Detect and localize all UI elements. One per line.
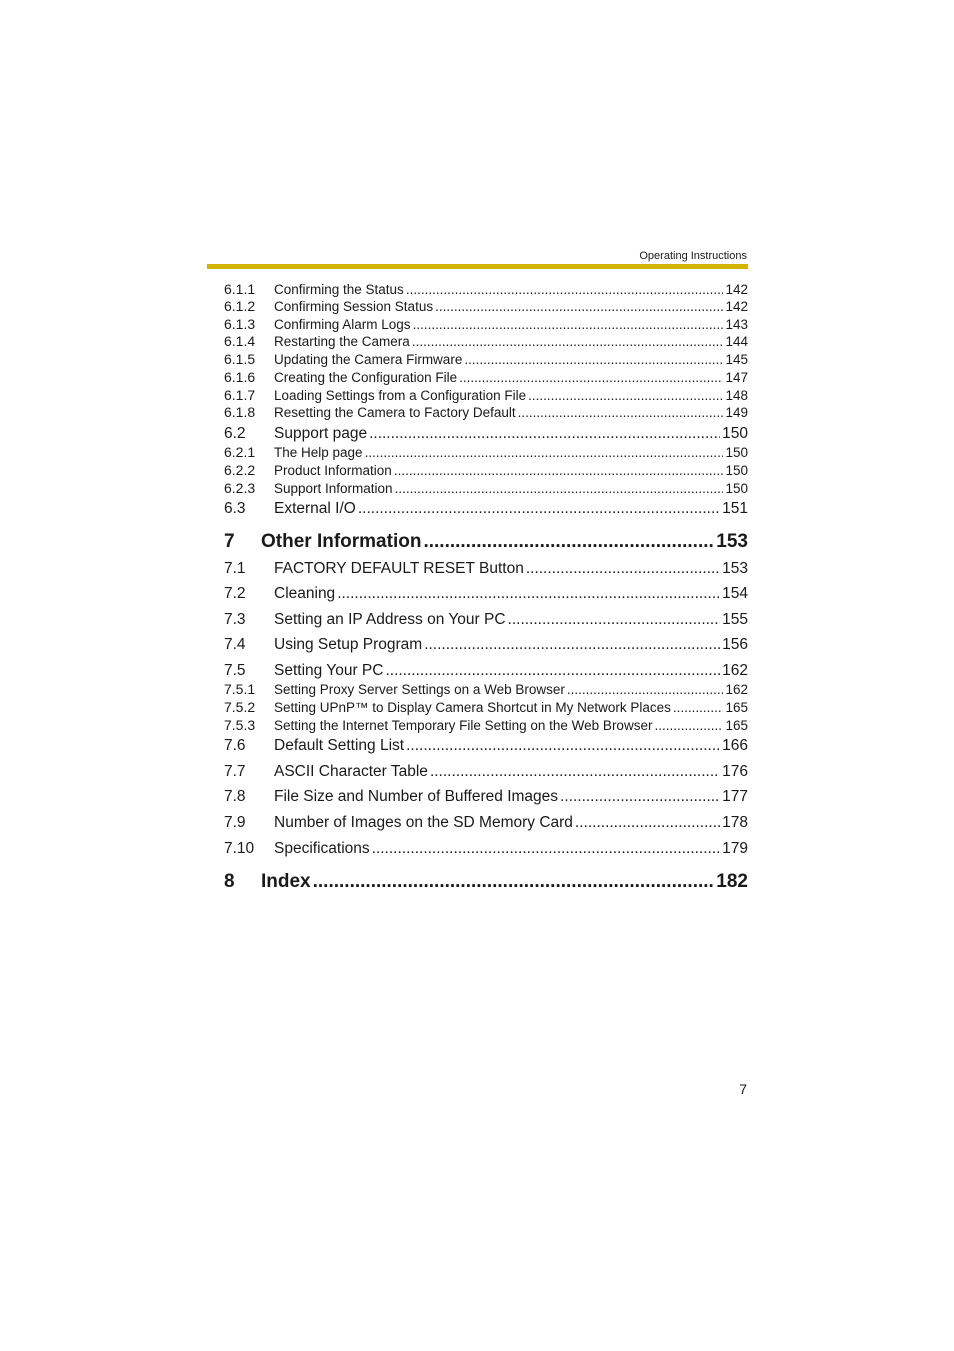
toc-entry[interactable] bbox=[224, 530, 748, 554]
toc-entry-page: 154 bbox=[722, 585, 748, 602]
toc-entry[interactable] bbox=[224, 610, 748, 629]
toc-entry[interactable] bbox=[224, 316, 748, 333]
toc-entry-title: Restarting the Camera bbox=[274, 334, 410, 349]
toc-entry-page: 151 bbox=[722, 500, 748, 517]
toc-entry[interactable] bbox=[224, 870, 748, 894]
toc-entry-title: Confirming Alarm Logs bbox=[274, 317, 411, 332]
toc-entry-title: Confirming the Status bbox=[274, 282, 404, 297]
toc-entry-title: Support Information bbox=[274, 481, 393, 496]
toc-entry[interactable] bbox=[224, 404, 748, 421]
toc-entry-number: 7.5 bbox=[224, 662, 246, 679]
toc-entry-number: 6.1.8 bbox=[224, 404, 256, 420]
toc-entry-title: Creating the Configuration File bbox=[274, 370, 458, 385]
toc-entry[interactable] bbox=[224, 298, 748, 315]
toc-entry-page: 149 bbox=[725, 405, 748, 420]
toc-leader-dots bbox=[528, 388, 723, 404]
toc-entry-number: 7.5.3 bbox=[224, 717, 256, 733]
toc-entry[interactable] bbox=[224, 839, 748, 858]
toc-entry-title: Number of Images on the SD Memory Card bbox=[274, 814, 573, 831]
toc-entry-page: 182 bbox=[716, 871, 748, 892]
toc-entry[interactable] bbox=[224, 681, 748, 698]
toc-entry-page: 177 bbox=[722, 788, 748, 805]
toc-entry-number: 6.1.7 bbox=[224, 387, 256, 403]
toc-entry-number: 7.2 bbox=[224, 585, 246, 602]
toc-entry-page: 150 bbox=[722, 425, 748, 442]
toc-leader-dots bbox=[394, 463, 724, 479]
toc-entry-number: 6.2.1 bbox=[224, 444, 256, 460]
toc-entry[interactable] bbox=[224, 444, 748, 461]
toc-entry-title: Product Information bbox=[274, 463, 392, 478]
toc-entry-page: 143 bbox=[725, 317, 748, 332]
toc-entry-page: 150 bbox=[725, 481, 748, 496]
toc-entry-page: 142 bbox=[725, 282, 748, 297]
toc-entry-title: Setting Your PC bbox=[274, 662, 384, 679]
toc-leader-dots bbox=[406, 282, 724, 298]
toc-entry-title: ASCII Character Table bbox=[274, 763, 428, 780]
toc-entry-page: 165 bbox=[725, 718, 748, 733]
toc-entry[interactable] bbox=[224, 661, 748, 680]
toc-entry-title: Resetting the Camera to Factory Default bbox=[274, 405, 516, 420]
toc-entry-number: 7 bbox=[224, 531, 235, 552]
toc-entry-page: 155 bbox=[722, 611, 748, 628]
toc-entry-number: 7.7 bbox=[224, 763, 246, 780]
toc-leader-dots bbox=[459, 370, 723, 386]
toc-leader-dots bbox=[406, 736, 720, 755]
toc-leader-dots bbox=[365, 445, 724, 461]
toc-entry-title: Loading Settings from a Configuration File bbox=[274, 388, 527, 403]
toc-entry-number: 6.1.4 bbox=[224, 333, 256, 349]
toc-leader-dots bbox=[372, 839, 720, 858]
toc-entry-title: File Size and Number of Buffered Images bbox=[274, 788, 559, 805]
toc-entry[interactable] bbox=[224, 559, 748, 578]
toc-leader-dots bbox=[413, 317, 724, 333]
toc-entry-number: 6.2.3 bbox=[224, 480, 256, 496]
toc-entry-page: 179 bbox=[722, 840, 748, 857]
toc-entry[interactable] bbox=[224, 813, 748, 832]
toc-entry-number: 6.2 bbox=[224, 425, 246, 442]
toc-entry-title: External I/O bbox=[274, 500, 356, 517]
toc-entry-title: Other Information bbox=[261, 531, 422, 552]
toc-entry[interactable] bbox=[224, 635, 748, 654]
toc-entry-number: 6.1.6 bbox=[224, 369, 256, 385]
toc-entry[interactable] bbox=[224, 787, 748, 806]
toc-entry-title: Using Setup Program bbox=[274, 636, 423, 653]
toc-entry-number: 7.9 bbox=[224, 814, 246, 831]
toc-entry[interactable] bbox=[224, 717, 748, 734]
toc-entry[interactable] bbox=[224, 499, 748, 518]
toc-entry-title: Updating the Camera Firmware bbox=[274, 352, 463, 367]
toc-entry-page: 176 bbox=[722, 763, 748, 780]
toc-leader-dots bbox=[337, 584, 720, 603]
toc-entry-page: 150 bbox=[725, 445, 748, 460]
toc-leader-dots bbox=[654, 718, 723, 734]
toc-leader-dots bbox=[423, 530, 714, 554]
toc-entry[interactable] bbox=[224, 699, 748, 716]
toc-leader-dots bbox=[313, 870, 715, 894]
toc-entry-page: 156 bbox=[722, 636, 748, 653]
toc-entry-page: 166 bbox=[722, 737, 748, 754]
toc-entry-page: 148 bbox=[725, 388, 748, 403]
toc-entry-page: 178 bbox=[722, 814, 748, 831]
toc-leader-dots bbox=[412, 334, 724, 350]
toc-entry-number: 6.3 bbox=[224, 500, 246, 517]
toc-entry-page: 142 bbox=[725, 299, 748, 314]
toc-entry-title: Support page bbox=[274, 425, 368, 442]
toc-entry-number: 7.6 bbox=[224, 737, 246, 754]
toc-leader-dots bbox=[424, 635, 720, 654]
toc-entry-page: 153 bbox=[722, 560, 748, 577]
toc-entry-title: Setting the Internet Temporary File Setting on the Web Browser bbox=[274, 718, 653, 733]
toc-entry[interactable] bbox=[224, 462, 748, 479]
toc-entry-title: Setting UPnP™ to Display Camera Shortcut in My Network Places bbox=[274, 700, 671, 715]
toc-leader-dots bbox=[575, 813, 720, 832]
toc-entry-title: FACTORY DEFAULT RESET Button bbox=[274, 560, 524, 577]
toc-entry-page: 144 bbox=[725, 334, 748, 349]
toc-leader-dots bbox=[464, 352, 723, 368]
toc-entry[interactable] bbox=[224, 351, 748, 368]
toc-entry[interactable] bbox=[224, 480, 748, 497]
toc-leader-dots bbox=[369, 424, 720, 443]
toc-leader-dots bbox=[358, 499, 720, 518]
toc-entry-page: 165 bbox=[725, 700, 748, 715]
toc-entry-title: The Help page bbox=[274, 445, 363, 460]
toc-entry[interactable] bbox=[224, 387, 748, 404]
toc-entry[interactable] bbox=[224, 424, 748, 443]
toc-entry-number: 6.2.2 bbox=[224, 462, 256, 478]
toc-entry-page: 145 bbox=[725, 352, 748, 367]
toc-entry-number: 6.1.2 bbox=[224, 298, 256, 314]
toc-entry-page: 147 bbox=[725, 370, 748, 385]
toc-leader-dots bbox=[430, 762, 720, 781]
toc-leader-dots bbox=[673, 700, 724, 716]
toc-leader-dots bbox=[567, 682, 724, 698]
toc-leader-dots bbox=[560, 787, 720, 806]
toc-entry-number: 7.3 bbox=[224, 611, 246, 628]
toc-entry[interactable] bbox=[224, 333, 748, 350]
toc-entry-page: 153 bbox=[716, 531, 748, 552]
toc-entry-number: 6.1.1 bbox=[224, 281, 256, 297]
toc-entry[interactable] bbox=[224, 369, 748, 386]
toc-entry-title: Confirming Session Status bbox=[274, 299, 434, 314]
toc-entry-title: Cleaning bbox=[274, 585, 336, 602]
toc-entry-number: 7.4 bbox=[224, 636, 246, 653]
toc-entry-number: 7.1 bbox=[224, 560, 246, 577]
toc-entry-title: Setting an IP Address on Your PC bbox=[274, 611, 506, 628]
toc-entry-page: 162 bbox=[722, 662, 748, 679]
header-rule bbox=[207, 264, 748, 269]
toc-entry-number: 6.1.5 bbox=[224, 351, 256, 367]
toc-leader-dots bbox=[385, 661, 720, 680]
toc-entry-title: Index bbox=[261, 871, 311, 892]
toc-entry-number: 7.8 bbox=[224, 788, 246, 805]
toc-entry-number: 8 bbox=[224, 871, 235, 892]
toc-entry[interactable] bbox=[224, 762, 748, 781]
toc-leader-dots bbox=[526, 559, 720, 578]
toc-entry-page: 162 bbox=[725, 682, 748, 697]
running-header: Operating Instructions bbox=[639, 250, 747, 262]
toc-entry-number: 6.1.3 bbox=[224, 316, 256, 332]
toc-entry[interactable] bbox=[224, 281, 748, 298]
toc-entry-page: 150 bbox=[725, 463, 748, 478]
toc-entry[interactable] bbox=[224, 736, 748, 755]
toc-leader-dots bbox=[518, 405, 724, 421]
page-number: 7 bbox=[739, 1081, 747, 1097]
toc-leader-dots bbox=[508, 610, 721, 629]
toc-entry-title: Specifications bbox=[274, 840, 370, 857]
toc-leader-dots bbox=[395, 481, 724, 497]
toc-entry-title: Default Setting List bbox=[274, 737, 405, 754]
toc-entry-number: 7.5.2 bbox=[224, 699, 256, 715]
toc-entry-title: Setting Proxy Server Settings on a Web Browser bbox=[274, 682, 565, 697]
toc-entry-number: 7.5.1 bbox=[224, 681, 256, 697]
toc-entry-number: 7.10 bbox=[224, 840, 255, 857]
toc-entry[interactable] bbox=[224, 584, 748, 603]
toc-leader-dots bbox=[435, 299, 723, 315]
